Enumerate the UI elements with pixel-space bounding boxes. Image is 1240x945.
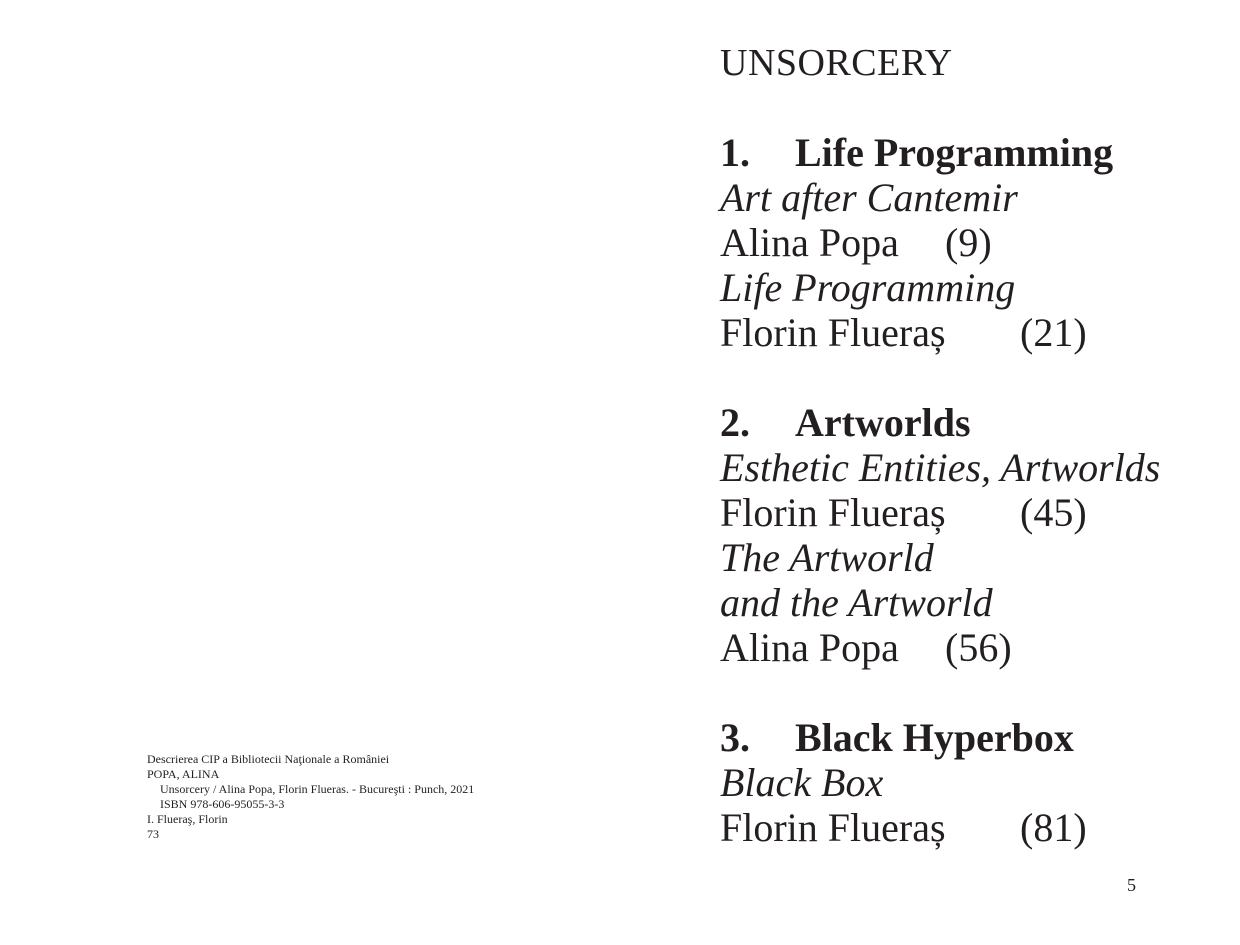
section-heading — [720, 400, 1160, 445]
entry-author: Alina Popa — [720, 220, 899, 265]
cip-line: 73 — [147, 827, 159, 841]
entry-author: Florin Flueraș — [720, 805, 946, 850]
section-title: Life Programming — [795, 130, 1114, 175]
entry-title: The Artworld — [720, 535, 934, 580]
cip-line: Descrierea CIP a Bibliotecii Naţionale a României — [147, 752, 390, 766]
toc-section — [720, 130, 1160, 355]
entry-page: (21) — [1020, 310, 1087, 355]
entry-page: (9) — [945, 220, 992, 265]
section-heading — [720, 715, 1160, 760]
entry-author: Florin Flueraș — [720, 490, 946, 535]
toc-section — [720, 715, 1160, 850]
section-number: 1. — [720, 130, 750, 175]
entry-author: Alina Popa — [720, 625, 899, 670]
cip-line: I. Flueraş, Florin — [147, 812, 228, 826]
cip-line: Unsorcery / Alina Popa, Florin Flueras. - Bucureşti : Punch, 2021 — [160, 782, 475, 796]
section-title: Black Hyperbox — [795, 715, 1074, 760]
page-number: 5 — [1127, 875, 1136, 895]
toc-section — [720, 400, 1160, 670]
entry-page: (81) — [1020, 805, 1087, 850]
table-of-contents — [720, 40, 1160, 895]
entry-title: Art after Cantemir — [720, 175, 1018, 220]
entry-page: (45) — [1020, 490, 1087, 535]
cip-line: POPA, ALINA — [147, 767, 220, 781]
entry-title: Black Box — [720, 760, 884, 805]
section-title: Artworlds — [795, 400, 971, 445]
cip-line: ISBN 978-606-95055-3-3 — [160, 797, 285, 811]
entry-author-line — [720, 220, 1160, 265]
entry-author-line — [720, 625, 1160, 670]
entry-title: and the Artworld — [720, 580, 993, 625]
cip-block — [147, 752, 474, 842]
entry-author-line — [720, 805, 1160, 850]
entry-author-line — [720, 490, 1160, 535]
entry-title: Life Programming — [720, 265, 1016, 310]
entry-title: Esthetic Entities, Artworlds — [720, 445, 1161, 490]
entry-author: Florin Flueraș — [720, 310, 946, 355]
section-number: 3. — [720, 715, 750, 760]
section-number: 2. — [720, 400, 750, 445]
entry-page: (56) — [945, 625, 1012, 670]
toc-title: UNSORCERY — [720, 42, 953, 84]
section-heading — [720, 130, 1160, 175]
entry-author-line — [720, 310, 1160, 355]
